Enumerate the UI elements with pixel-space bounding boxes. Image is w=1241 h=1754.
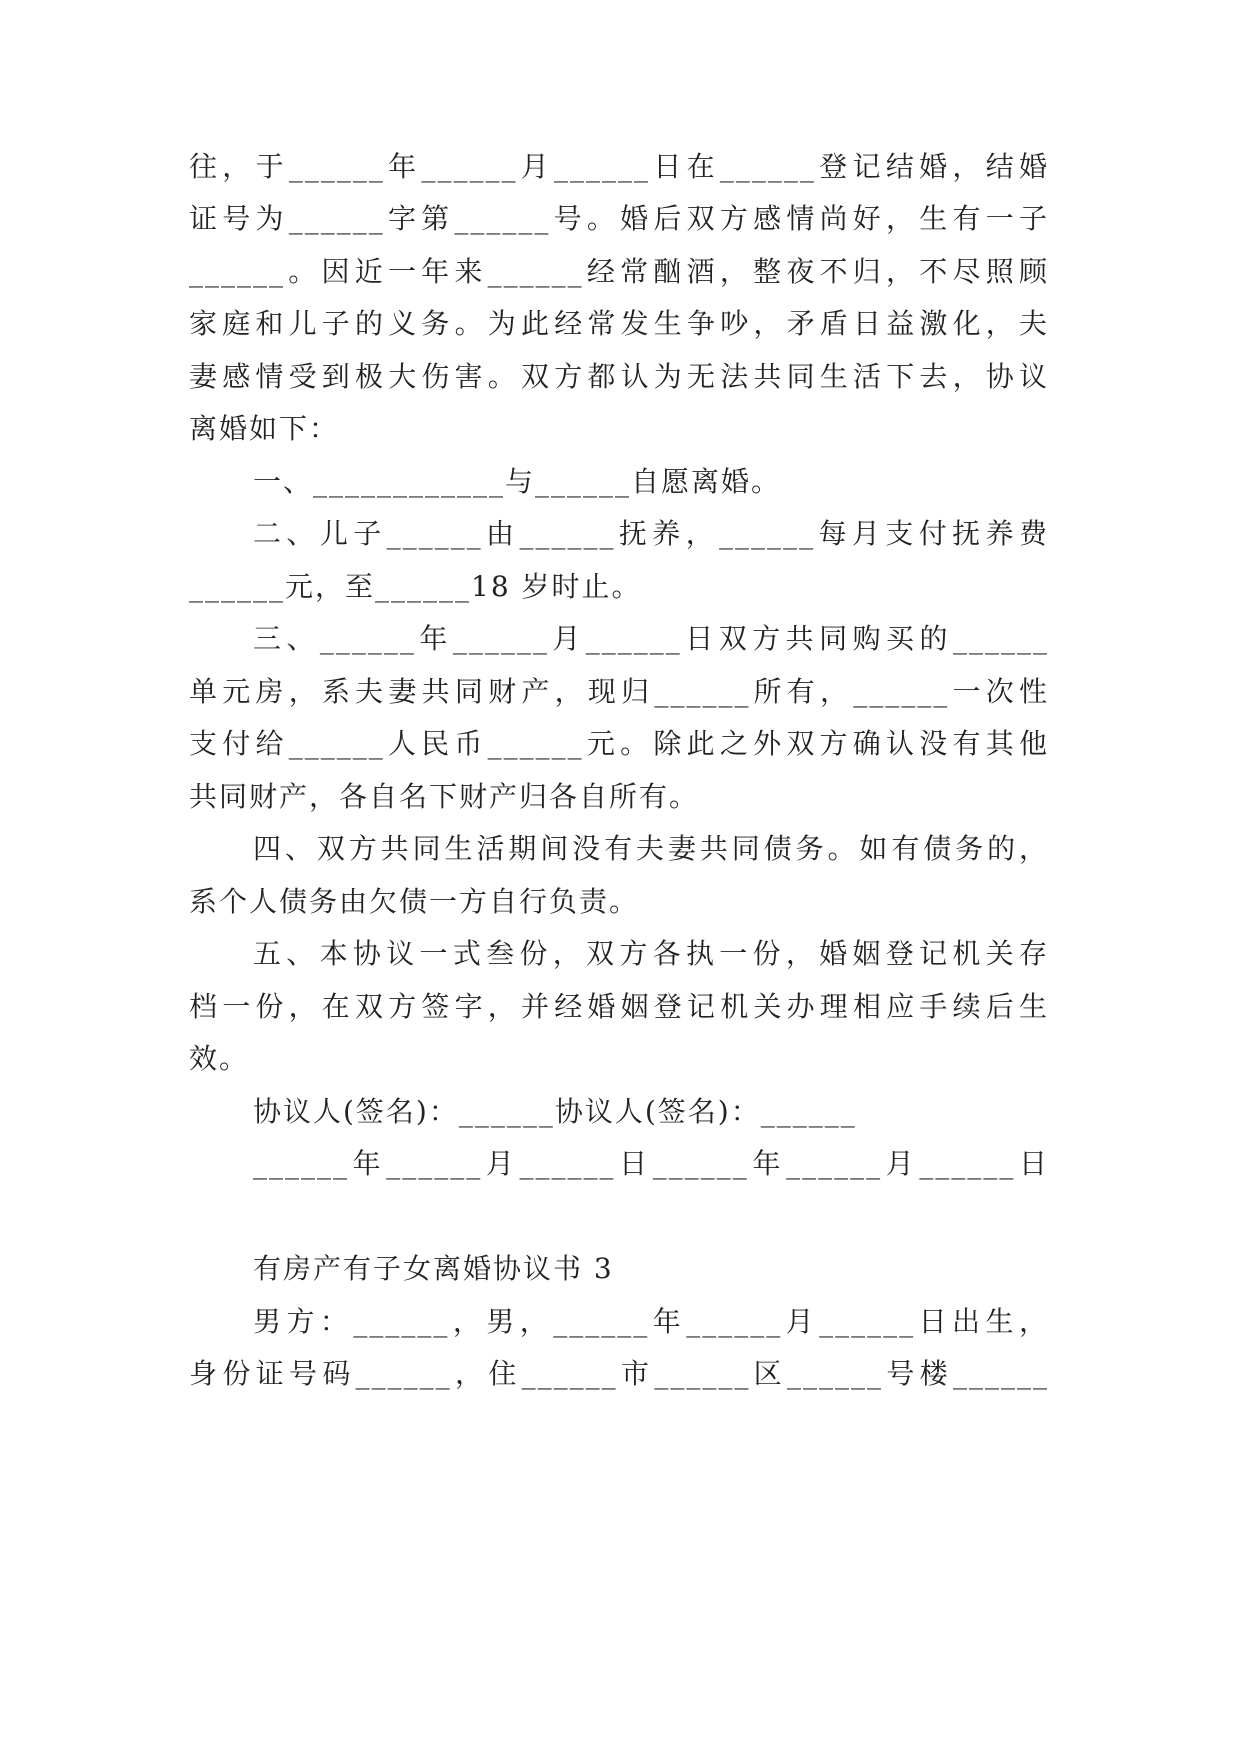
clause-one: 一、____________与______自愿离婚。: [253, 465, 782, 498]
clause-four-line-2: 系个人债务由欠债一方自行负责。: [189, 885, 640, 918]
male-party-line-1: 男方：______，男，______年______月______日出生，: [253, 1305, 1049, 1338]
body-line-1: 往，于______年______月______日在______登记结婚，结婚: [189, 150, 1049, 183]
clause-five-line-1: 五、本协议一式叁份，双方各执一份，婚姻登记机关存: [253, 937, 1049, 970]
clause-three-line-4: 共同财产，各自名下财产归各自所有。: [189, 780, 700, 813]
clause-three-line-1: 三、______年______月______日双方共同购买的______: [253, 622, 1049, 655]
male-party-line-2: 身份证号码______，住______市______区______号楼______: [189, 1357, 1049, 1390]
body-line-3: ______。因近一年来______经常酗酒，整夜不归，不尽照顾: [189, 255, 1049, 288]
clause-three-line-3: 支付给______人民币______元。除此之外双方确认没有其他: [189, 727, 1049, 760]
date-line: ______年______月______日______年______月______日: [253, 1147, 1049, 1180]
signature-line: 协议人(签名)：______协议人(签名)：______: [253, 1095, 857, 1128]
clause-four-line-1: 四、双方共同生活期间没有夫妻共同债务。如有债务的，: [253, 832, 1049, 865]
clause-two-line-1: 二、儿子______由______抚养，______每月支付抚养费: [253, 517, 1049, 550]
clause-two-line-2: ______元，至______18 岁时止。: [189, 570, 642, 603]
body-line-6: 离婚如下：: [189, 412, 340, 445]
clause-five-line-3: 效。: [189, 1042, 250, 1075]
body-line-2: 证号为______字第______号。婚后双方感情尚好，生有一子: [189, 202, 1049, 235]
body-line-4: 家庭和儿子的义务。为此经常发生争吵，矛盾日益激化，夫: [189, 307, 1049, 340]
body-line-5: 妻感情受到极大伤害。双方都认为无法共同生活下去，协议: [189, 360, 1049, 393]
clause-three-line-2: 单元房，系夫妻共同财产，现归______所有，______一次性: [189, 675, 1049, 708]
clause-five-line-2: 档一份，在双方签字，并经婚姻登记机关办理相应手续后生: [189, 990, 1049, 1023]
section-title: 有房产有子女离婚协议书 3: [253, 1252, 614, 1285]
